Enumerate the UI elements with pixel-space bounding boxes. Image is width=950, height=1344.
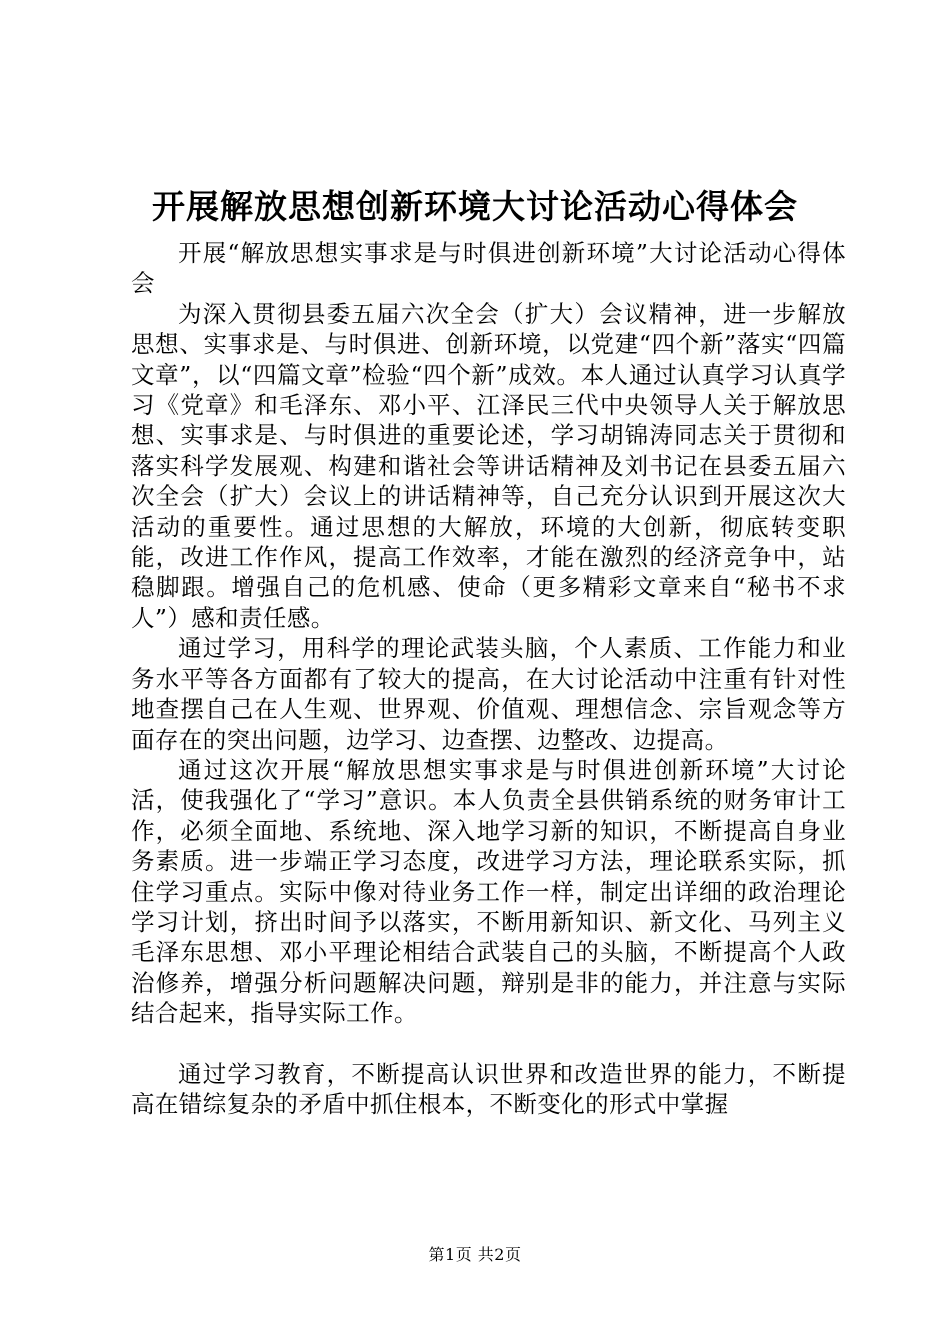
paragraph-intro: 为深入贯彻县委五届六次全会（扩大）会议精神，进一步解放思想、实事求是、与时俱进、创新环境，以党建“四个新”落实“四篇文章”，以“四篇文章”检验“四个新”成效。本人通过认真学习认真学习《党章》和毛泽东、邓小平、江泽民三代中央领导人关于解放思想、实事求是、与时俱进的重要论述，学习胡锦涛同志关于贯彻和落实科学发展观、构建和谐社会等讲话精神及刘书记在县委五届六次全会（扩大）会议上的讲话精神等，自己充分认识到开展这次大活动的重要性。通过思想的大解放，环境的大创新，彻底转变职能，改进工作作风，提高工作效率，才能在激烈的经济竞争中，站稳脚跟。增强自己的危机感、使命（更多精彩文章来自“秘书不求人”）感和责任感。 [131, 299, 846, 632]
paragraph-learning: 通过这次开展“解放思想实事求是与时俱进创新环境”大讨论活，使我强化了“学习”意识。本人负责全县供销系统的财务审计工作，必须全面地、系统地、深入地学习新的知识，不断提高自身业务素质。进一步端正学习态度，改进学习方法，理论联系实际，抓住学习重点。实际中像对待业务工作一样，制定出详细的政治理论学习计划，挤出时间予以落实，不断用新知识、新文化、马列主义毛泽东思想、邓小平理论相结合武装自己的头脑，不断提高个人政治修养，增强分析问题解决问题，辩别是非的能力，并注意与实际结合起来，指导实际工作。 [131, 755, 846, 1028]
paragraph-subtitle: 开展“解放思想实事求是与时俱进创新环境”大讨论活动心得体会 [131, 239, 846, 298]
paragraph-study: 通过学习，用科学的理论武装头脑，个人素质、工作能力和业务水平等各方面都有了较大的提高，在大讨论活动中注重有针对性地查摆自己在人生观、世界观、价值观、理想信念、宗旨观念等方面存在的突出问题，边学习、边查摆、边整改、边提高。 [131, 634, 846, 754]
paragraph-education: 通过学习教育，不断提高认识世界和改造世界的能力，不断提高在错综复杂的矛盾中抓住根本，不断变化的形式中掌握 [131, 1059, 846, 1118]
document-title: 开展解放思想创新环境大讨论活动心得体会 [152, 187, 798, 226]
document-body [131, 238, 846, 1119]
page-number-footer: 第1页 共2页 [428, 1245, 522, 1264]
